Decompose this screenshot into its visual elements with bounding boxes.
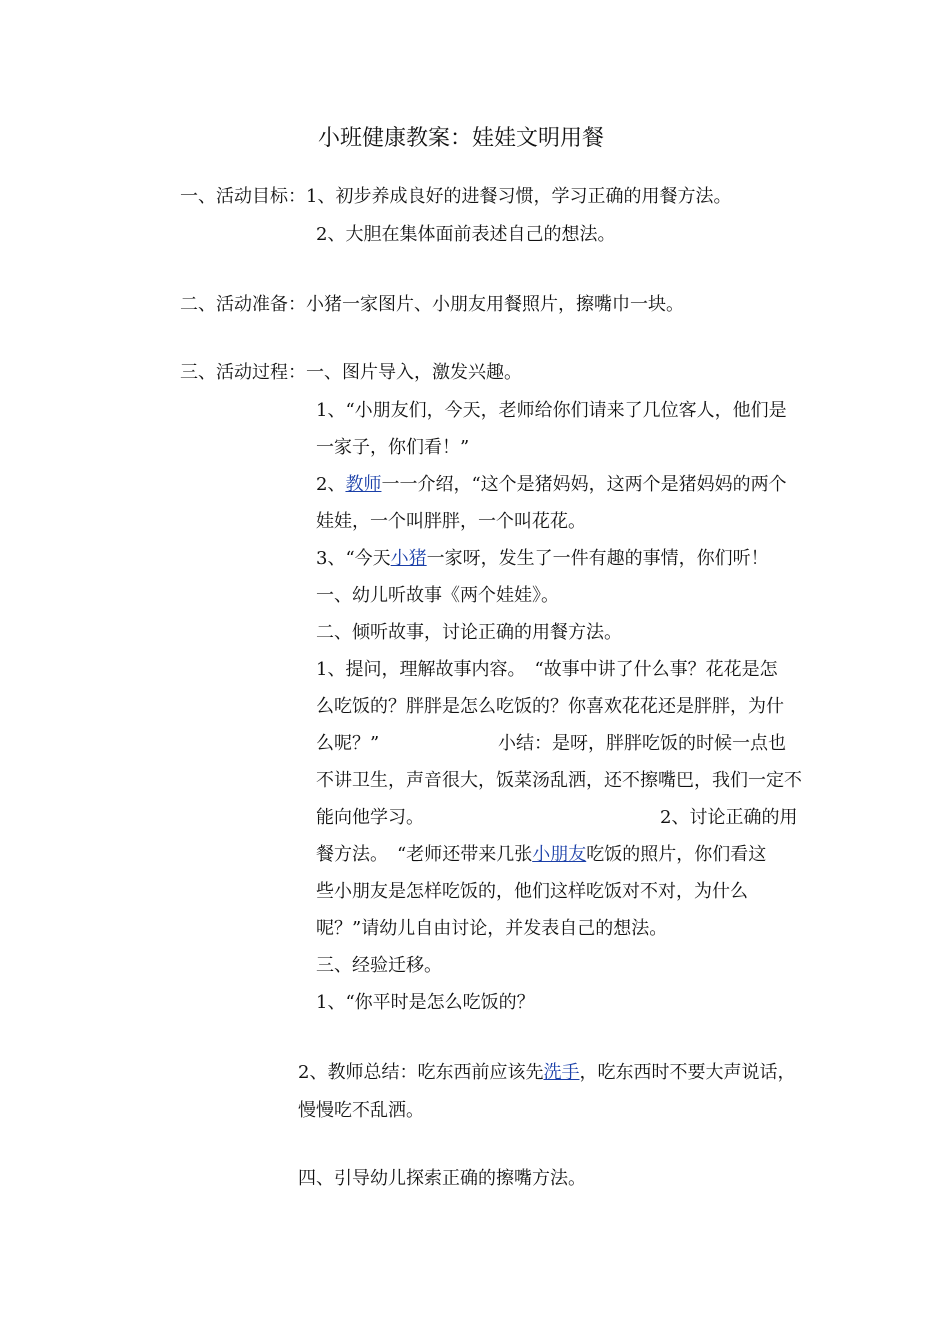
body-line: 2、讨论正确的用: [660, 807, 798, 828]
body-line: [316, 546, 769, 572]
body-line: 1、提问，理解故事内容。 “故事中讲了什么事？花花是怎: [316, 659, 778, 680]
body-line: 1、“小朋友们，今天，老师给你们请来了几位客人，他们是: [316, 400, 787, 421]
summary-line: [298, 1060, 795, 1086]
body-line: [316, 842, 766, 868]
body-text: 一家呀，发生了一件有趣的事情，你们听！: [426, 548, 769, 569]
page-title: 小班健康教案：娃娃文明用餐: [318, 126, 605, 151]
body-line: 小结：是呀，胖胖吃饭的时候一点也: [498, 733, 786, 754]
process-heading: 三、活动过程：一、图片导入，激发兴趣。: [180, 362, 522, 383]
body-line: 不讲卫生，声音很大，饭菜汤乱洒，还不擦嘴巴，我们一定不: [316, 770, 802, 791]
body-text: 一一介绍，“这个是猪妈妈，这两个是猪妈妈的两个: [381, 474, 787, 495]
link-piglet[interactable]: 小猪: [390, 548, 427, 569]
goal-line-2: 2、大胆在集体面前表述自己的想法。: [316, 224, 616, 245]
goal-line-1: 一、活动目标：1、初步养成良好的进餐习惯，学习正确的用餐方法。: [180, 186, 732, 207]
body-text: 吃饭的照片，你们看这: [586, 844, 767, 865]
body-text: ，吃东西时不要大声说话，: [579, 1062, 796, 1083]
body-line: 能向他学习。: [316, 807, 424, 828]
body-line: 三、经验迁移。: [316, 955, 442, 976]
section-four-heading: 四、引导幼儿探索正确的擦嘴方法。: [298, 1168, 586, 1189]
link-teacher[interactable]: 教师: [345, 474, 382, 495]
link-wash-hands[interactable]: 洗手: [543, 1062, 580, 1083]
body-text: 2、教师总结：吃东西前应该先: [298, 1062, 544, 1083]
body-line: 1、“你平时是怎么吃饭的？: [316, 992, 535, 1013]
summary-line: 慢慢吃不乱洒。: [298, 1100, 424, 1121]
body-line: 么呢？”: [316, 733, 380, 754]
body-line: 么吃饭的？胖胖是怎么吃饭的？你喜欢花花还是胖胖，为什: [316, 696, 784, 717]
body-text: 3、“今天: [316, 548, 391, 569]
link-children[interactable]: 小朋友: [532, 844, 587, 865]
body-line: 一家子，你们看！”: [316, 437, 470, 458]
body-line: [316, 472, 787, 498]
body-text: 餐方法。 “老师还带来几张: [316, 844, 533, 865]
body-text: 2、: [316, 474, 346, 495]
body-line: 些小朋友是怎样吃饭的，他们这样吃饭对不对，为什么: [316, 881, 748, 902]
body-line: 二、倾听故事，讨论正确的用餐方法。: [316, 622, 622, 643]
preparation-line: 二、活动准备：小猪一家图片、小朋友用餐照片，擦嘴巾一块。: [180, 294, 684, 315]
body-line: 娃娃，一个叫胖胖，一个叫花花。: [316, 511, 586, 532]
body-line: 一、幼儿听故事《两个娃娃》。: [316, 585, 559, 606]
body-line: 呢？”请幼儿自由讨论，并发表自己的想法。: [316, 918, 668, 939]
